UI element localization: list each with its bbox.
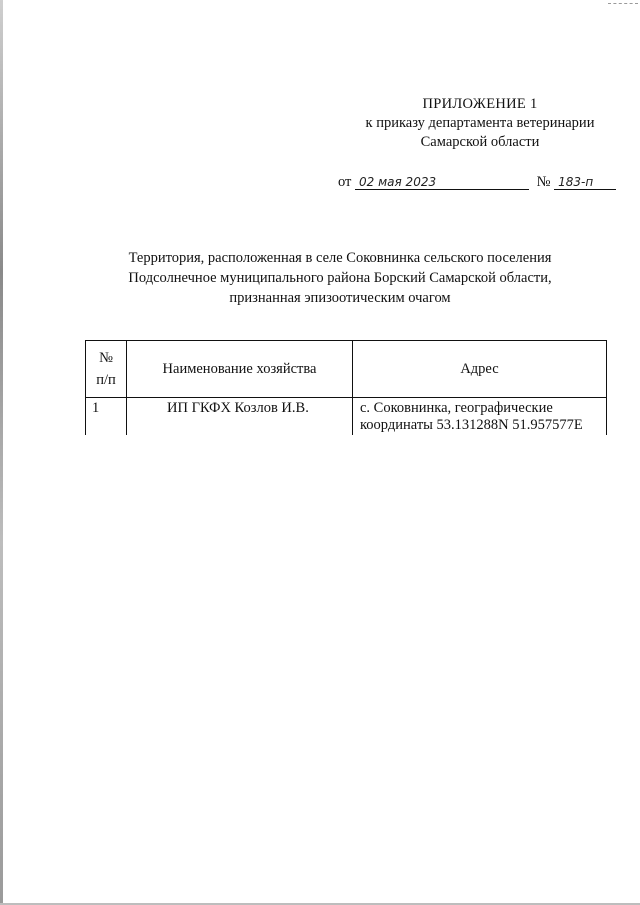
heading-line-2: Подсолнечное муниципального района Борский Самарской области,: [128, 270, 552, 286]
row-address: [353, 398, 607, 436]
appendix-title: ПРИЛОЖЕНИЕ 1: [422, 96, 538, 112]
heading-line-3: признанная эпизоотическим очагом: [229, 290, 451, 306]
header-farm-name: Наименование хозяйства: [127, 341, 353, 398]
order-from-label: от: [338, 174, 352, 190]
scan-edge-left: [0, 0, 3, 905]
header-number: [86, 341, 127, 398]
row-address-line-1: с. Соковнинка, географические: [360, 400, 553, 416]
appendix-line-order: к приказу департамента ветеринарии: [365, 115, 595, 131]
table-header-row: [86, 341, 607, 398]
document-heading: [90, 248, 590, 308]
header-number-line-1: №: [99, 350, 113, 366]
row-address-line-2: координаты 53.131288N 51.957577E: [360, 417, 583, 433]
order-date: 02 мая 2023: [355, 175, 529, 190]
scan-edge-top-right: [608, 3, 638, 5]
heading-line-1: Территория, расположенная в селе Соковнинка сельского поселения: [128, 250, 552, 266]
order-reference: [338, 174, 616, 191]
row-number: 1: [86, 398, 127, 436]
order-number-label: №: [536, 174, 551, 190]
header-number-line-2: п/п: [96, 372, 116, 388]
header-address: Адрес: [353, 341, 607, 398]
order-number: 183-п: [554, 175, 616, 190]
appendix-line-region: Самарской области: [420, 134, 540, 150]
row-farm-name: ИП ГКФХ Козлов И.В.: [127, 398, 353, 436]
focus-registry-table: [85, 340, 607, 435]
appendix-block: [330, 95, 630, 152]
table-row: [86, 398, 607, 436]
